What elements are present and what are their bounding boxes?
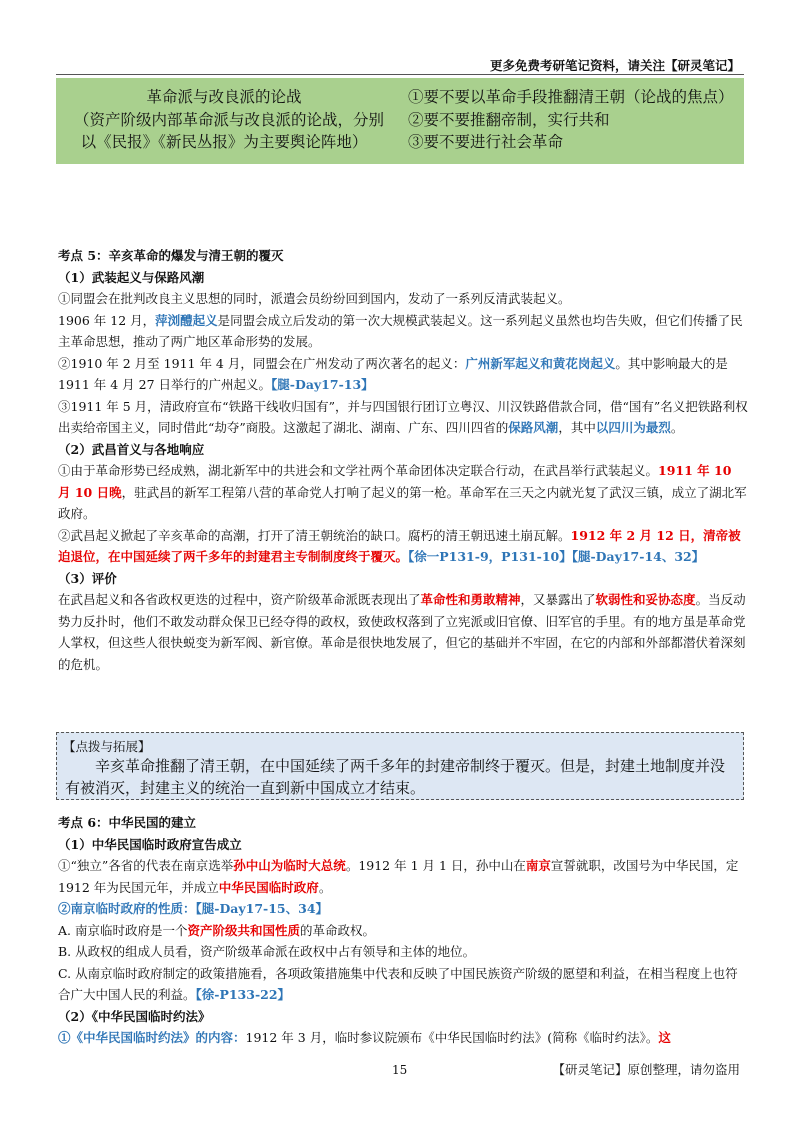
debate-right-line: ①要不要以革命手段推翻清王朝（论战的焦点） [408,88,734,106]
reference-tag: 【徐-P133-22】 [195,987,291,1002]
reference-tag: 【徐一P131-9，P131-10】【腿-Day17-14、32】 [408,549,705,564]
tip-label: 【点拨与拓展】 [63,739,151,754]
subsection-title: （3）评价 [58,570,117,586]
debate-right-line: ②要不要推翻帝制，实行共和 [408,110,610,129]
debate-right-line: ③要不要进行社会革命 [408,133,564,151]
paragraph: ③1911 年 5 月，清政府宣布“铁路干线收归国有”，并与四国银行团订立粤汉、川汉铁路借款合同，借“国有”名义把铁路利权出卖给帝国主义，同时借此“劫夺”商股。这激起了湖北、湖南、广东、四川四省的保路风潮，其中以四川为最烈。 [58,398,748,435]
debate-box-left [74,86,385,154]
list-item: A. 南京临时政府是一个资产阶级共和国性质的革命政权。 [58,922,376,938]
list-item: C. 从南京临时政府制定的政策措施看，各项政策措施集中代表和反映了中国民族资产阶级的愿望和利益，在相当程度上也符合广大中国人民的利益。【徐-P133-22】 [58,965,738,1002]
paragraph: ①《中华民国临时约法》的内容：1912 年 3 月，临时参议院颁布《中华民国临时约法》(简称《临时约法》。这 [58,1030,671,1045]
section-5 [58,245,748,675]
header-divider [56,74,744,75]
footer-note: 【研灵笔记】原创整理，请勿盗用 [552,1062,740,1077]
debate-summary-box [56,78,744,164]
subsection-title: （1）武装起义与保路风潮 [58,269,205,285]
debate-left-line: （资产阶级内部革命派与改良派的论战，分别 [74,110,385,129]
tip-text: 辛亥革命推翻了清王朝，在中国延续了两千多年的封建帝制终于覆灭。但是，封建土地制度并没有被消灭，封建主义的统治一直到新中国成立才结束。 [65,757,726,797]
paragraph: ②1910 年 2 月至 1911 年 4 月，同盟会在广州发动了两次著名的起义：广州新军起义和黄花岗起义。其中影响最大的是 1911 年 4 月 27 日举行的广州起义。【腿-Day17-13】 [58,355,728,392]
section-6 [58,812,748,1049]
page-number: 15 [392,1063,408,1077]
section-title: 考点 5：辛亥革命的爆发与清王朝的覆灭 [58,248,284,263]
list-item: B. 从政权的组成人员看，资产阶级革命派在政权中占有领导和主体的地位。 [58,944,476,959]
paragraph: ②南京临时政府的性质：【腿-Day17-15、34】 [58,901,329,916]
subsection-title: （1）中华民国临时政府宣告成立 [58,836,242,852]
section-title: 考点 6：中华民国的建立 [58,815,197,830]
paragraph: 1906 年 12 月，萍浏醴起义是同盟会成立后发动的第一次大规模武装起义。这一系列起义虽然也均告失败，但它们传播了民主革命思想，推动了两广地区革命形势的发展。 [58,312,743,349]
paragraph: ②武昌起义掀起了辛亥革命的高潮，打开了清王朝统治的缺口。腐朽的清王朝迅速土崩瓦解。1912 年 2 月 12 日，清帝被迫退位，在中国延续了两千多年的封建君主专制制度终于覆灭。【徐一P131-9，P131-10】【腿-Day17-14、32】 [58,527,741,564]
subsection-title: （2）《中华民国临时约法》 [58,1008,211,1024]
subsection-title: （2）武昌首义与各地响应 [58,441,205,457]
tip-box [56,732,744,800]
debate-left-line: 革命派与改良派的论战 [146,88,302,106]
header-note: 更多免费考研笔记资料，请关注【研灵笔记】 [489,58,740,73]
paragraph: ①同盟会在批判改良主义思想的同时，派遣会员纷纷回到国内，发动了一系列反清武装起义。 [58,291,571,306]
debate-left-line: 以《民报》《新民丛报》为主要舆论阵地） [80,133,368,151]
paragraph: 在武昌起义和各省政权更迭的过程中，资产阶级革命派既表现出了革命性和勇敢精神，又暴露出了软弱性和妥协态度。当反动势力反扑时，他们不敢发动群众保卫已经夺得的政权，致使政权落到了立宪派或旧官僚、旧军官的手里。有的地方虽是革命党人掌权，但这些人很快蜕变为新军阀、新官僚。革命是很快地发展了，但它的基础并不牢固，在它的内部和外部都潜伏着深刻的危机。 [58,592,746,672]
paragraph: ①由于革命形势已经成熟，湖北新军中的共进会和文学社两个革命团体决定联合行动，在武昌举行武装起义。1911 年 10 月 10 日晚，驻武昌的新军工程第八营的革命党人打响了起义的第一枪。革命军在三天之内就光复了武汉三镇，成立了湖北军政府。 [58,463,747,521]
debate-box-right [408,86,748,154]
paragraph: ①“独立”各省的代表在南京选举孙中山为临时大总统。1912 年 1 月 1 日，孙中山在南京宣誓就职，改国号为中华民国，定 1912 年为民国元年，并成立中华民国临时政府。 [58,858,739,895]
reference-tag: 【腿-Day17-13】 [271,377,374,392]
